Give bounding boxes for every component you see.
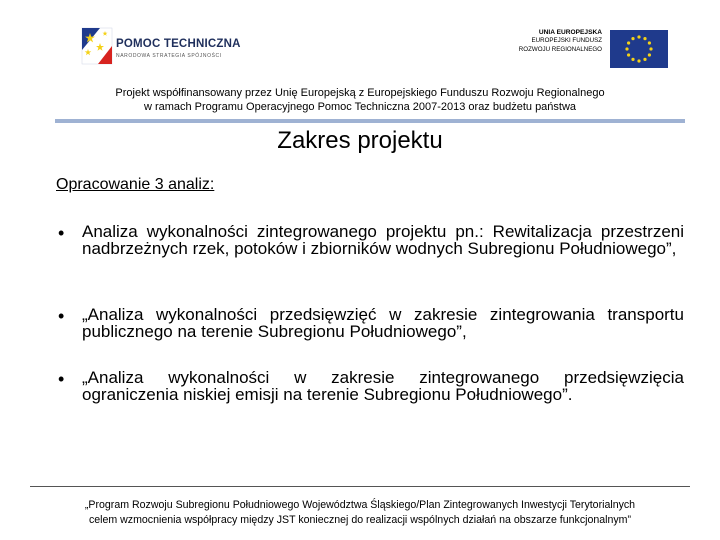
cofinancing-line-1: Projekt współfinansowany przez Unię Europejską z Europejskiego Funduszu Rozwoju Regionalnego <box>115 87 605 99</box>
bullet-icon: • <box>58 306 65 326</box>
stars-flag-icon <box>78 24 114 68</box>
bullet-icon: • <box>58 369 65 389</box>
bullet-icon: • <box>58 223 65 243</box>
cofinancing-line-2: w ramach Programu Operacyjnego Pomoc Techniczna 2007-2013 oraz budżetu państwa <box>143 101 577 113</box>
eu-logo-text <box>519 29 602 54</box>
header-separator <box>55 119 685 123</box>
eu-logo-line3: ROZWOJU REGIONALNEGO <box>518 45 602 53</box>
section-subtitle: Opracowanie 3 analiz: <box>56 176 215 193</box>
footer <box>0 498 720 527</box>
pomoc-techniczna-logo <box>78 22 248 72</box>
footer-separator <box>30 486 690 487</box>
eu-logo <box>500 26 668 70</box>
footer-line-2: celem wzmocnienia współpracy między JST koniecznej do realizacji wspólnych działań na obszarze funkcjonalnym” <box>88 513 632 526</box>
left-logo-name: POMOC TECHNICZNA <box>116 38 241 50</box>
eu-logo-line1: UNIA EUROPEJSKA <box>538 29 602 36</box>
eu-flag-icon <box>610 30 668 68</box>
footer-line-1: „Program Rozwoju Subregionu Południowego Województwa Śląskiego/Plan Zintegrowanych Inwestycji Terytorialnych <box>84 499 636 511</box>
page-title: Zakres projektu <box>277 127 443 154</box>
left-logo-subtitle: NARODOWA STRATEGIA SPÓJNOŚCI <box>116 53 222 59</box>
list-item-text: Analiza wykonalności zintegrowanego projektu pn.: Rewitalizacja przestrzeni nadbrzeżnych rzek, potoków i zbiorników wodnych Subregionu Południowego”, <box>82 222 684 258</box>
list-item-text: „Analiza wykonalności przedsięwzięć w zakresie zintegrowania transportu publicznego na terenie Subregionu Południowego”, <box>82 305 684 341</box>
list-item-text: „Analiza wykonalności w zakresie zintegrowanego przedsięwzięcia ograniczenia niskiej emisji na terenie Subregionu Południowego”. <box>82 368 684 404</box>
eu-logo-line2: EUROPEJSKI FUNDUSZ <box>531 37 602 45</box>
